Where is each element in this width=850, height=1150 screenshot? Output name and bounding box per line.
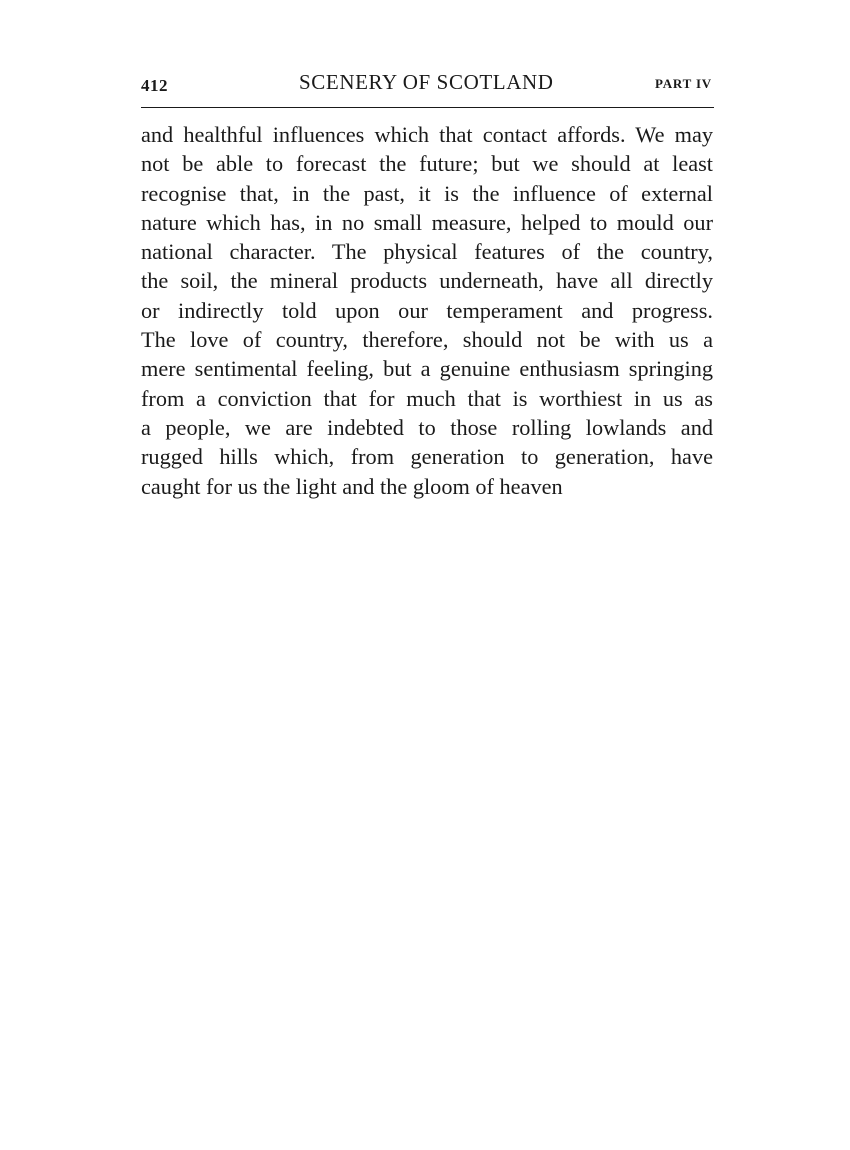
text-line: and healthful influences which that contact affords. We may — [141, 122, 713, 147]
text-line: not be able to forecast the future; but we should at least — [141, 151, 713, 177]
text-line: mere sentimental feeling, but a genuine enthusiasm springing — [141, 356, 713, 382]
text-line: the soil, the mineral products underneath, have all directly — [141, 268, 713, 294]
body-paragraph — [141, 120, 713, 501]
text-line: nature which has, in no small measure, helped to mould our — [141, 209, 713, 235]
text-line: a people, we are indebted to those rolling lowlands and — [141, 414, 713, 440]
text-line: national character. The physical features of the country, — [141, 239, 713, 265]
text-line: rugged hills which, from generation to generation, have — [141, 444, 713, 470]
text-line: The love of country, therefore, should not be with us a — [141, 327, 713, 353]
text-line: from a conviction that for much that is worthiest in us as — [141, 385, 713, 411]
header-rule — [141, 107, 714, 108]
text-line: caught for us the light and the gloom of heaven — [141, 473, 563, 499]
page-number: 412 — [141, 76, 168, 95]
part-label: PART IV — [654, 76, 712, 91]
running-head — [141, 66, 714, 94]
text-line: recognise that, in the past, it is the influence of external — [141, 180, 713, 206]
text-line: or indirectly told upon our temperament and progress. — [141, 297, 713, 323]
running-title: SCENERY OF SCOTLAND — [299, 70, 554, 94]
